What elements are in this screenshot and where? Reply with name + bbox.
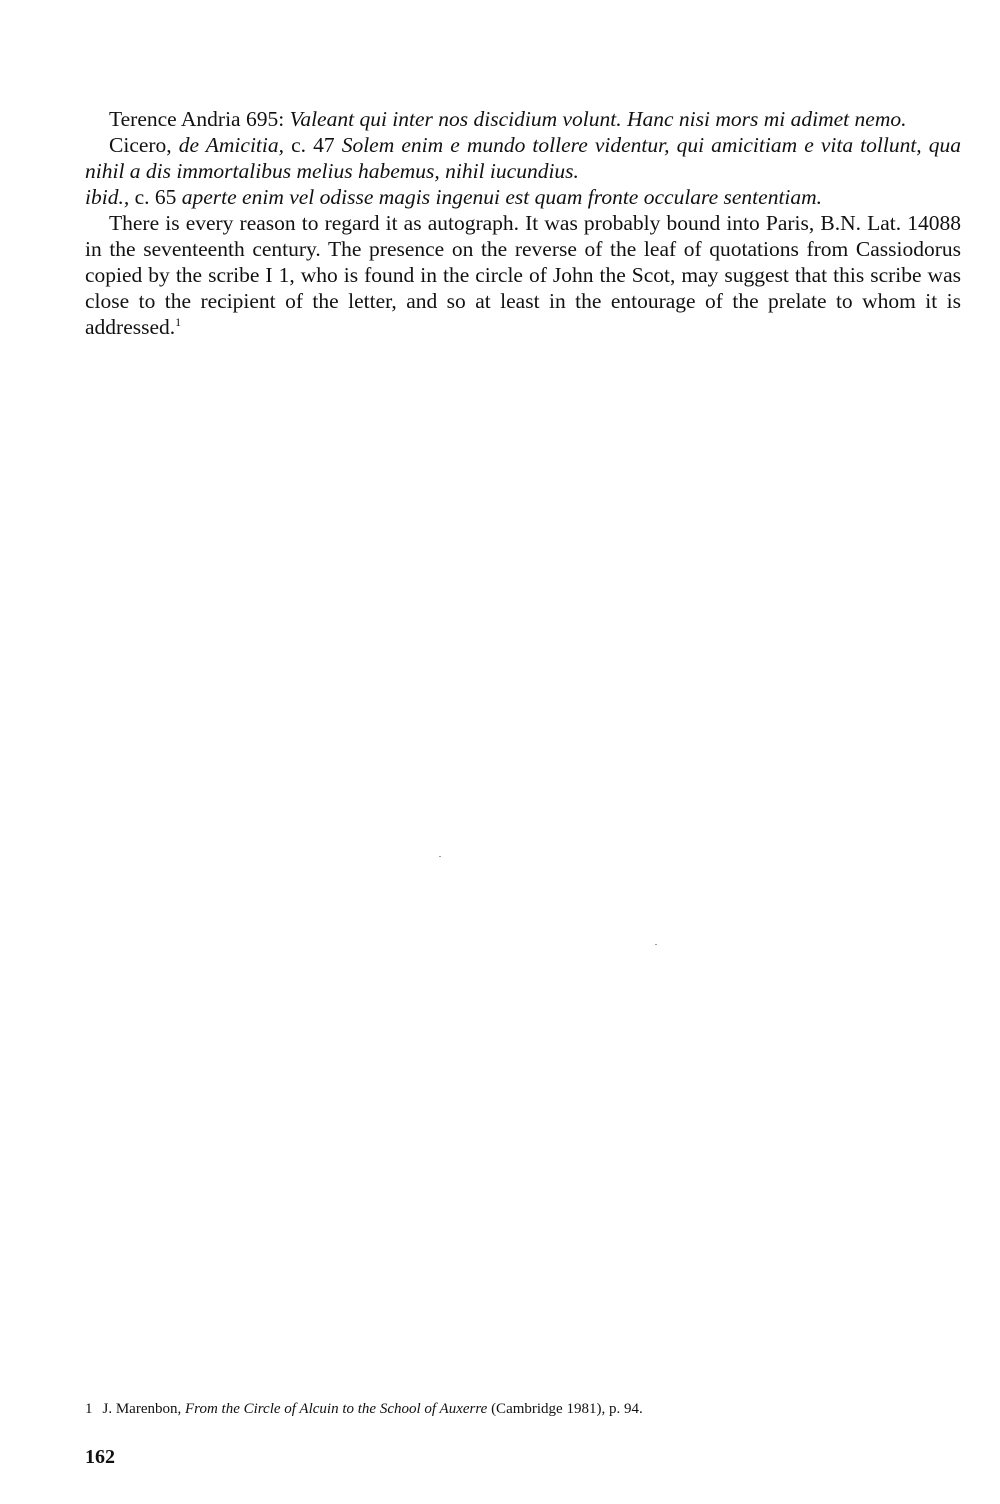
terence-quote: [85, 106, 961, 132]
page-number: 162: [85, 1446, 115, 1468]
footnote-author: J. Marenbon,: [102, 1401, 185, 1417]
terence-quote-text: Valeant qui inter nos discidium volunt. Hanc nisi mors mi adimet nemo.: [289, 107, 907, 131]
scan-speck: [439, 856, 441, 857]
footnote: [85, 1400, 961, 1418]
footnote-details: (Cambridge 1981), p. 94.: [487, 1401, 643, 1417]
main-text: [85, 106, 961, 340]
cicero-quote: [85, 132, 961, 184]
terence-source: Terence Andria 695:: [109, 107, 290, 131]
body-paragraph-text: There is every reason to regard it as autograph. It was probably bound into Paris, B.N. Lat. 14088 in the seventeenth century. The presence on the reverse of the leaf of quotations from Cassiodorus copied by the scribe I 1, who is found in the circle of John the Scot, may suggest that this scribe was close to the recipient of the letter, and so at least in the entourage of the prelate to whom it is addressed.: [85, 211, 961, 339]
ibid-source: ibid.,: [85, 185, 130, 209]
ibid-reference: c. 65: [129, 185, 182, 209]
ibid-quote-text: aperte enim vel odisse magis ingenui est quam fronte occulare sententiam.: [181, 185, 823, 209]
body-paragraph: [85, 210, 961, 340]
scan-speck: [655, 944, 657, 945]
ibid-quote: [85, 184, 961, 210]
cicero-work: de Amicitia,: [178, 133, 284, 157]
cicero-source: Cicero,: [109, 133, 179, 157]
footnote-number: 1: [85, 1401, 93, 1417]
footnote-reference: 1: [175, 315, 182, 329]
cicero-reference: c. 47: [284, 133, 342, 157]
cicero-quote-text: Solem enim e mundo tollere videntur, qui amicitiam e vita tollunt, qua nihil a dis immortalibus melius habemus, nihil iucundius.: [85, 133, 962, 183]
footnote-title: From the Circle of Alcuin to the School of Auxerre: [185, 1401, 488, 1417]
